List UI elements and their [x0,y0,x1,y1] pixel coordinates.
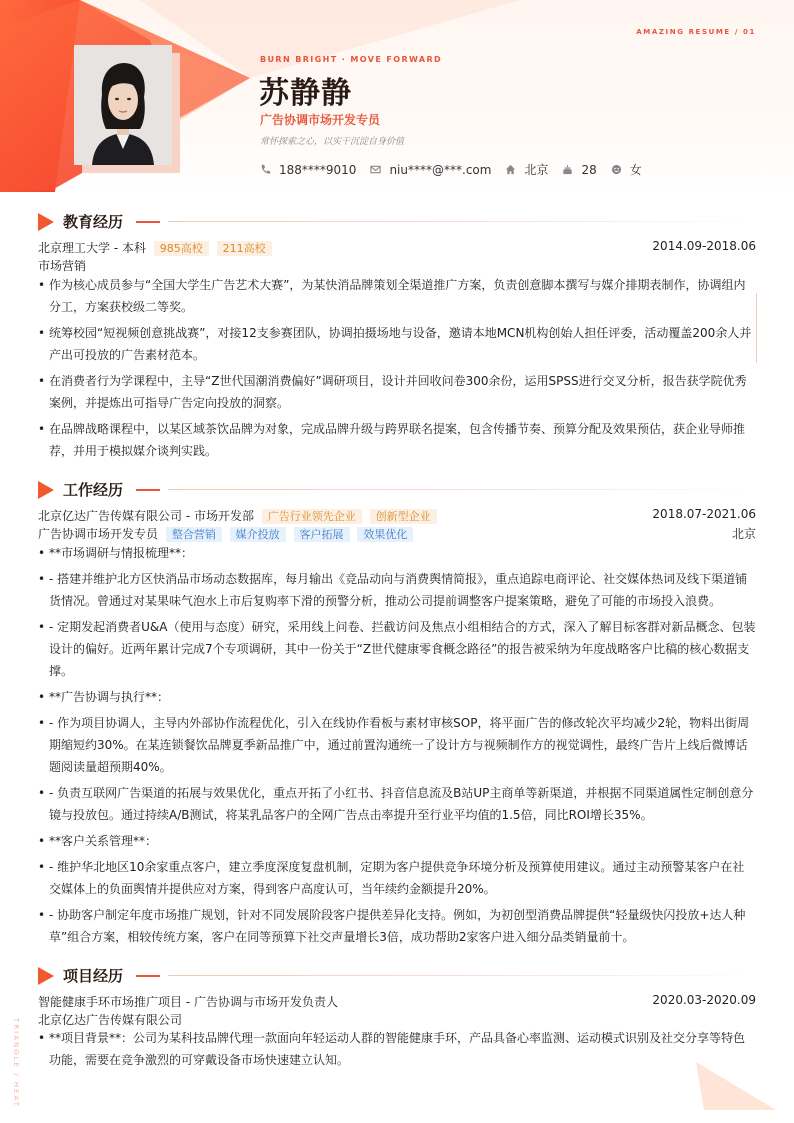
school-tag: 985高校 [154,241,209,256]
contact-email [370,163,491,177]
email-text: niu****@***.com [389,162,492,177]
project-bullets [38,1027,756,1075]
list-item: • - 负责互联网广告渠道的拓展与效果优化，重点开拓了小红书、抖音信息流及B站UP主商单等新渠道，并根据不同渠道属性定制创意分镜与投放包。通过持续A/B测试，将某乳品客户的全网广告点击率提升至行业平均值的1.5倍，同比ROI增长35%。 [38,782,756,826]
contact-info [260,161,656,178]
section-dash [136,221,160,223]
contact-city [505,161,548,178]
list-item: • 在品牌战略课程中，以某区域茶饮品牌为对象，完成品牌升级与跨界联名提案，包含传播节奏、预算分配及效果预估，获企业导师推荐，并用于模拟媒介谈判实践。 [38,418,756,462]
education-period: 2014.09-2018.06 [652,239,756,253]
work-header-row [38,507,756,524]
position: 广告协调市场开发专员 [38,527,159,541]
skill-tag: 效果优化 [357,527,413,542]
section-divider [168,221,758,222]
list-item: • 统筹校园“短视频创意挑战赛”，对接12支参赛团队，协调拍摄场地与设备，邀请本地MCN机构创始人担任评委，活动覆盖200余人并产出可投放的广告素材范本。 [38,322,756,366]
city-text: 北京 [524,163,549,177]
list-item: • - 作为项目协调人，主导内外部协作流程优化，引入在线协作看板与素材审核SOP，将平面广告的修改轮次平均减少2轮，物料出街周期缩短约30%。在某连锁餐饮品牌夏季新品推广中，通过前置沟通统一了设计方与视频制作方的视觉调性，最终广告片上线后微博话题阅读量超预期40%。 [38,712,756,778]
project-header-row [38,993,756,1010]
work-location: 北京 [731,527,756,541]
job-title: 广告协调市场开发专员 [260,113,381,127]
gender-text: 女 [629,163,642,177]
triangle-bullet-icon [38,481,54,499]
list-item: • **项目背景**：公司为某科技品牌代理一款面向年轻运动人群的智能健康手环，产品具备心率监测、运动模式识别及社交分享等特色功能，需要在竞争激烈的可穿戴设备市场快速建立认知。 [38,1027,756,1071]
home-icon [505,164,516,175]
list-item: • - 搭建并维护北方区快消品市场动态数据库，每月输出《竞品动向与消费舆情简报》，重点追踪电商评论、社交媒体热词及线下渠道铺货情况。曾通过对某果味气泡水上市后复购率下滑的预警分析，推动公司提前调整客户提案策略，避免了可能的市场投入浪费。 [38,568,756,612]
school-name: 北京理工大学 - 本科 [38,241,146,255]
company-tag: 创新型企业 [370,509,437,524]
section-title: 工作经历 [63,481,124,499]
list-item: • - 维护华北地区10余家重点客户，建立季度深度复盘机制，定期为客户提供竞争环境分析及预算使用建议。通过主动预警某客户在社交媒体上的负面舆情并提供应对方案，得到客户高度认可，当年续约金额提升20%。 [38,856,756,900]
contact-age [562,163,596,177]
age-text: 28 [581,162,597,177]
section-dash [136,975,160,977]
decorative-line [756,293,757,363]
project-company-row [38,1011,756,1028]
contact-gender [611,161,642,178]
page-tag: AMAZING RESUME / 01 [636,28,756,36]
contact-phone [260,163,356,177]
phone-icon [260,164,271,175]
project-name: 智能健康手环市场推广项目 - 广告协调与市场开发负责人 [38,995,338,1009]
company-tag: 广告行业领先企业 [262,509,362,524]
list-item: • - 协助客户制定年度市场推广规划，针对不同发展阶段客户提供差异化支持。例如，为初创型消费品牌提供“轻量级快闪投放+达人种草”组合方案，相较传统方案，客户在同等预算下社交声量增长3倍，成功帮助2家客户进入细分品类销量前十。 [38,904,756,948]
section-dash [136,489,160,491]
skill-tag: 媒介投放 [230,527,286,542]
project-period: 2020.03-2020.09 [652,993,756,1007]
list-item: • **客户关系管理**： [38,830,756,852]
mail-icon [370,164,381,175]
skill-tag: 客户拓展 [294,527,350,542]
school-tag: 211高校 [217,241,272,256]
major: 市场营销 [38,259,87,273]
skill-tag: 整合营销 [166,527,222,542]
education-major-row [38,257,756,274]
triangle-bullet-icon [38,213,54,231]
phone-text: 188****9010 [279,162,357,177]
side-label: TRIANGLE / HEAT [12,1018,20,1108]
smile-icon [611,164,622,175]
work-position-row [38,525,756,542]
project-company: 北京亿达广告传媒有限公司 [38,1013,183,1027]
list-item: • **广告协调与执行**： [38,686,756,708]
education-header-row [38,239,756,256]
education-bullets [38,274,756,466]
list-item: • - 定期发起消费者U&A（使用与态度）研究，采用线上问卷、拦截访问及焦点小组相结合的方式，深入了解目标客群对新品概念、包装设计的偏好。近两年累计完成7个专项调研，其中一份关于“Z世代健康零食概念路径”的报告被采纳为年度战略客户比稿的核心数据支撑。 [38,616,756,682]
cake-icon [562,164,573,175]
triangle-bullet-icon [38,967,54,985]
work-period: 2018.07-2021.06 [652,507,756,521]
avatar [74,45,172,165]
company-name: 北京亿达广告传媒有限公司 - 市场开发部 [38,509,254,523]
motto: 常怀探索之心，以实干沉淀自身价值 [260,137,405,147]
section-title: 项目经历 [63,967,124,985]
candidate-name: 苏静静 [259,76,352,111]
work-bullets [38,542,756,952]
section-divider [168,975,758,976]
section-divider [168,489,758,490]
list-item: • 在消费者行为学课程中，主导“Z世代国潮消费偏好”调研项目，设计并回收问卷300余份，运用SPSS进行交叉分析，报告获学院优秀案例，并提炼出可指导广告定向投放的洞察。 [38,370,756,414]
list-item: • **市场调研与情报梳理**： [38,542,756,564]
section-title: 教育经历 [63,213,124,231]
list-item: • 作为核心成员参与“全国大学生广告艺术大赛”，为某快消品牌策划全渠道推广方案，负责创意脚本撰写与媒介排期表制作，协调组内分工，方案获校级二等奖。 [38,274,756,318]
slogan: BURN BRIGHT · MOVE FORWARD [260,55,443,64]
